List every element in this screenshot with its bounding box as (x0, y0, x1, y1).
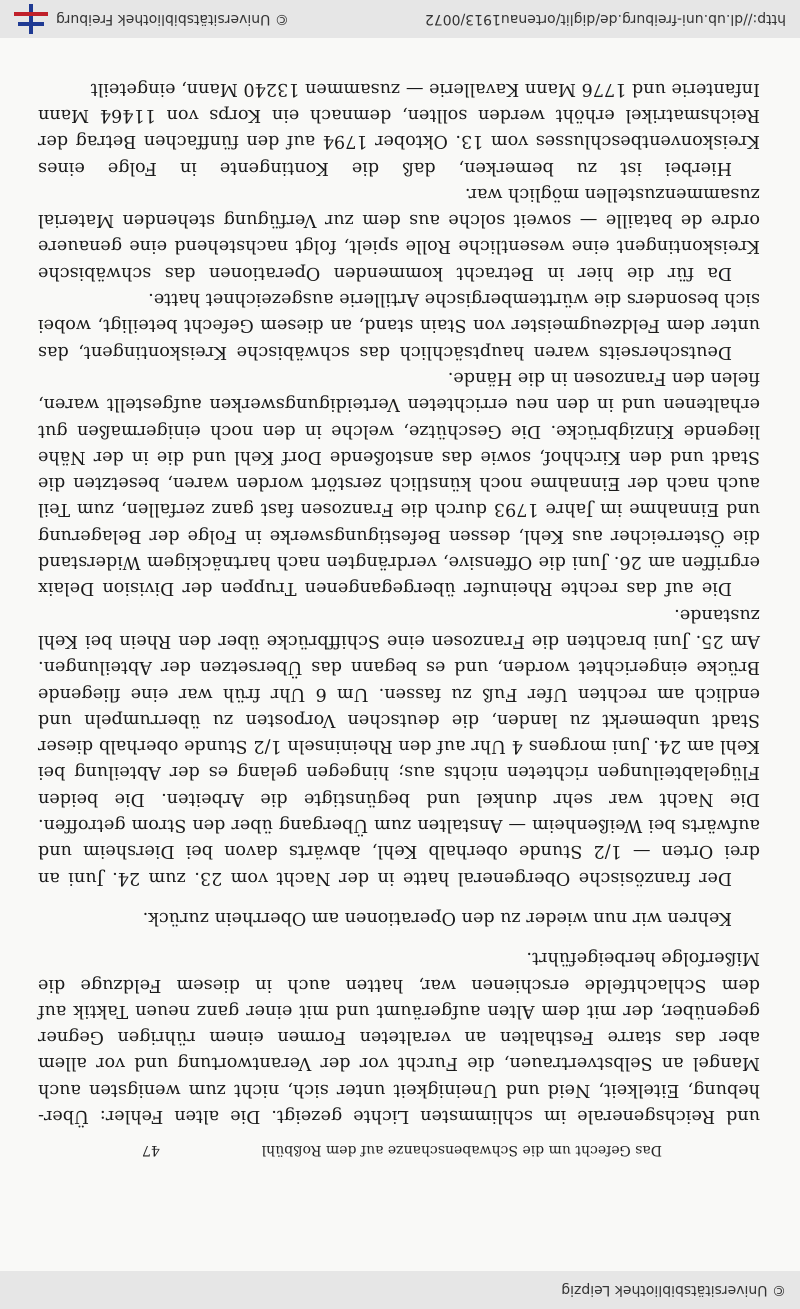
library-logo-icon (14, 4, 48, 34)
paragraph: Deutscherseits waren hauptsächlich das schwäbische Kreiskontingent, das unter dem Feldzeugmeister von Stain stand, an diesem Gefecht beteiligt, wobei sich besonders die württembergische Artillerie ausgezeichnet hatte. (38, 289, 760, 362)
paragraph: Da für die hier in Betracht kommenden Operationen das schwäbische Kreiskontingent eine wesentliche Rolle spielt, folgt nachstehend eine genauere ordre de bataille — soweit solche aus dem zur Verfügung stehenden Material zusammenzustellen möglich war. (38, 183, 760, 283)
bottom-bar (0, 0, 800, 38)
paragraph: und Reichsgenerale im schlimmsten Lichte gezeigt. Die alten Fehler: Über-hebung, Eitelkeit, Neid und Uneinigkeit unter sich, nicht zum wenigsten auch Mangel an Selbstvertrauen, die Furcht vor der Verantwortung und vor allem aber das starre Festhalten an veralteten Formen einem rührigen Gegner gegenüber, der mit dem Alten aufgeräumt und mit einer ganz neuen Taktik auf dem Schlachtfelde erschienen war, hatten auch in diesem Feldzuge die Mißerfolge herbeigeführt. (38, 948, 760, 1126)
scanned-page (0, 38, 800, 1271)
paragraph: Kehren wir nun wieder zu den Operationen am Oberrhein zurück. (142, 907, 732, 928)
top-bar (0, 1271, 800, 1309)
paragraph: Hierbei ist zu bemerken, daß die Kontingente in Folge eines Kreiskonventbeschlusses vom 13. Oktober 1794 auf den fünffachen Betrag der Reichsmatrikel erhöht werden sollten, demnach ein Korps von 11464 Mann Infanterie und 1776 Mann Kavallerie — zusammen 13240 Mann, eingeteilt (38, 78, 760, 178)
top-copyright: © Universitätsbibliothek Leipzig (561, 1282, 786, 1298)
page-number: 47 (142, 1142, 160, 1158)
bottom-right-group (14, 4, 289, 34)
paragraph: Die auf das rechte Rheinufer übergegangenen Truppen der Division Delaix ergriffen am 26. Juni die Offensive, verdrängten nach hartnäckigem Widerstand die Österreicher aus Kehl, dessen Befestigungswerke in Folge der Belagerung und Einnahme im Jahre 1793 durch die Franzosen fast ganz zerfallen, zum Teil auch nach der Einnahme noch künstlich zerstört worden waren, besetzten die Stadt und den Kirchhof, sowie das anstoßende Dorf Kehl und die in der Nähe liegende Kinzigbrücke. Die Geschütze, welche in den noch einigermaßen gut erhaltenen und in den neu errichteten Verteidigungswerken aufgestellt waren, fielen den Franzosen in die Hände. (38, 367, 760, 599)
bottom-copyright: © Universitätsbibliothek Freiburg (56, 11, 289, 27)
running-title: Das Gefecht um die Schwabenschanze auf dem Roßbühl (261, 1142, 662, 1158)
paragraph: Der französische Obergeneral hatte in der Nacht vom 23. zum 24. Juni an drei Orten — 1/2 Stunde oberhalb Kehl, abwärts davon bei Diersheim und aufwärts bei Weißenheim — Anstalten zum Übergang über den Strom getroffen. Die Nacht war sehr dunkel und begünstigte die Arbeiten. Die beiden Flügelabteilungen richteten nichts aus; hingegen gelang es der Abteilung bei Kehl am 24. Juni morgens 4 Uhr auf den Rheininseln 1/2 Stunde oberhalb dieser Stadt unbemerkt zu landen, die deutschen Vorposten zu überrumpeln und endlich am rechten Ufer Fuß zu fassen. Um 6 Uhr früh war eine fliegende Brücke eingerichtet worden, und es begann das Übersetzen der Abteilungen. Am 25. Juni brachten die Franzosen eine Schiffbrücke über den Rhein bei Kehl zustande. (38, 604, 760, 888)
body-text (38, 75, 760, 1129)
running-header (142, 1142, 662, 1158)
source-url[interactable]: http://dl.ub.uni-freiburg.de/diglit/ortenau1913/0072 (424, 11, 786, 27)
